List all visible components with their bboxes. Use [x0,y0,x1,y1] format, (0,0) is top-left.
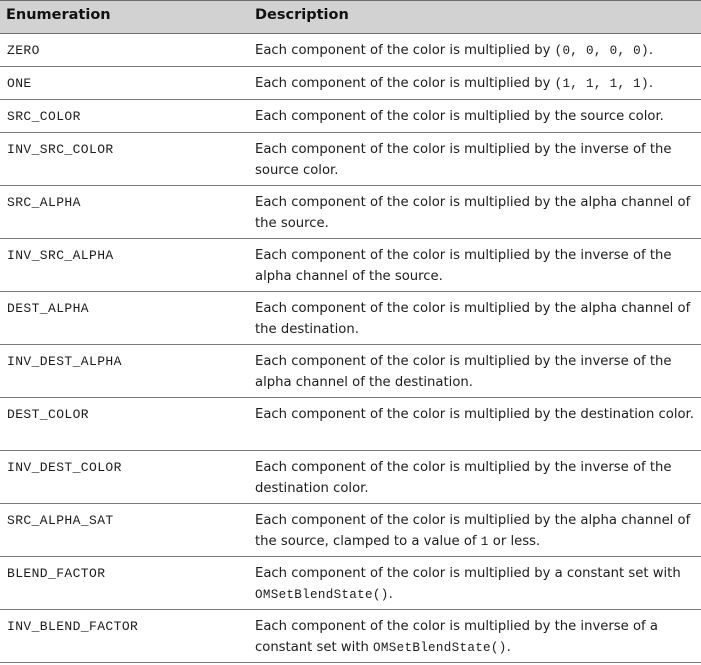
enum-name: INV_SRC_ALPHA [7,248,114,263]
table-header-row [0,1,701,34]
enum-description: Each component of the color is multiplied by the source color. [255,109,664,124]
header-enumeration: Enumeration [6,7,111,23]
enum-name: INV_DEST_COLOR [7,460,122,475]
table-row [0,557,701,610]
enum-name: DEST_ALPHA [7,301,90,316]
enum-description: Each component of the color is multiplied by the inverse of the destination color. [255,460,672,496]
enum-name: INV_DEST_ALPHA [7,354,122,369]
enum-description: Each component of the color is multiplied by the alpha channel of the destination. [255,301,691,337]
enum-description: Each component of the color is multiplied by a constant set with OMSetBlendState(). [255,566,681,602]
enum-description: Each component of the color is multiplied by the inverse of the alpha channel of the destination. [255,354,672,390]
enum-name: BLEND_FACTOR [7,566,106,581]
table-row [0,34,701,67]
enum-description: Each component of the color is multiplied by the inverse of the alpha channel of the source. [255,248,672,284]
table-row [0,67,701,100]
table-row [0,292,701,345]
enum-name: ONE [7,76,32,91]
table-row [0,133,701,186]
enum-description: Each component of the color is multiplied by the inverse of the source color. [255,142,672,178]
enum-name: SRC_COLOR [7,109,81,124]
table-row [0,451,701,504]
table-row [0,610,701,663]
table-row [0,239,701,292]
enum-name: DEST_COLOR [7,407,90,422]
enum-description: Each component of the color is multiplied by the inverse of a constant set with OMSetBlendState(). [255,619,658,655]
enum-description: Each component of the color is multiplied by (0, 0, 0, 0). [255,43,654,58]
table-row [0,100,701,133]
enum-name: SRC_ALPHA [7,195,81,210]
table-row [0,504,701,557]
table-row [0,398,701,451]
table-row [0,186,701,239]
enum-name: INV_BLEND_FACTOR [7,619,139,634]
enum-name: ZERO [7,43,40,58]
enum-description: Each component of the color is multiplied by the destination color. [255,407,694,422]
enum-name: INV_SRC_COLOR [7,142,114,157]
header-description: Description [255,7,349,23]
enum-description: Each component of the color is multiplied by the alpha channel of the source. [255,195,691,231]
enum-description: Each component of the color is multiplied by (1, 1, 1, 1). [255,76,654,91]
enum-name: SRC_ALPHA_SAT [7,513,114,528]
table-row [0,345,701,398]
enum-description: Each component of the color is multiplied by the alpha channel of the source, clamped to a value of 1 or less. [255,513,691,549]
